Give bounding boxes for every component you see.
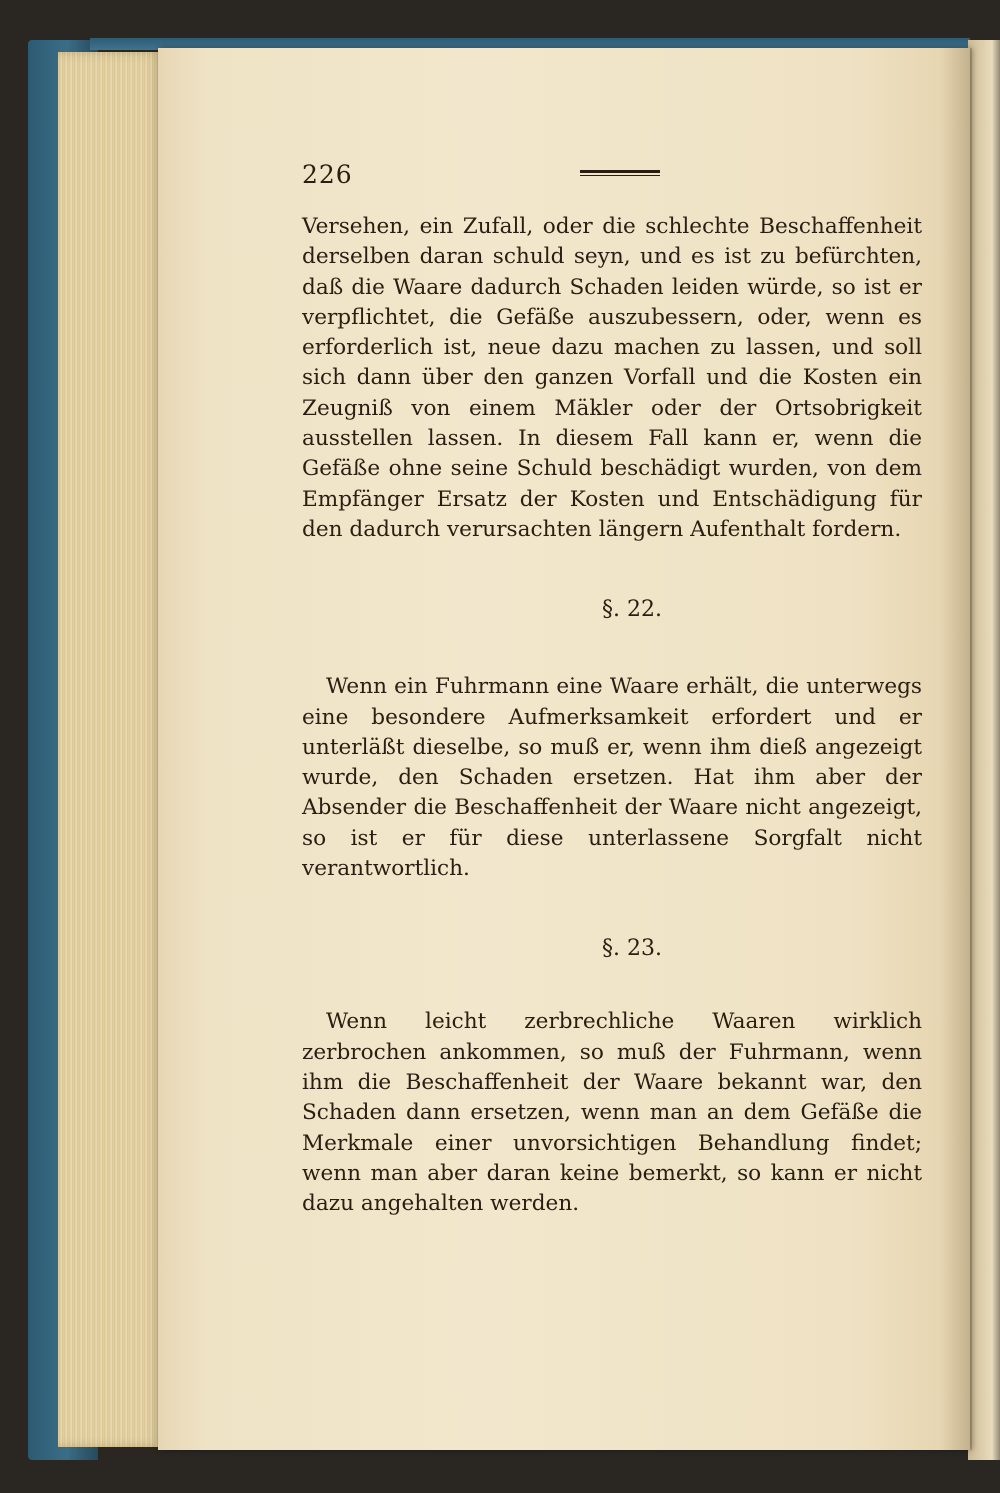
paragraph-section-22: Wenn ein Fuhrmann eine Waare erhält, die unterwegs eine besondere Aufmerksamkeit erfordert und er unterläßt dieselbe, so muß er, wenn ihm dieß angezeigt wurde, den Schaden ersetzen. Hat ihm aber der Absender die Beschaffenheit der Waare nicht angezeigt, so ist er für diese unterlassene Sorgfalt nicht verantwortlich.: [302, 674, 922, 882]
head-rule: [580, 170, 660, 176]
paragraph-section-23: Wenn leicht zerbrechliche Waaren wirklich zerbrochen ankommen, so muß der Fuhrmann, wenn ihm die Beschaffenheit der Waare bekannt war, den Schaden dann ersetzen, wenn man an dem Gefäße die Merkmale einer unvorsichtigen Behandlung findet; wenn man aber daran keine bemerkt, so kann er nicht dazu angehalten werden.: [302, 1009, 922, 1217]
page-edges: [58, 52, 162, 1447]
gutter-shadow: [940, 48, 972, 1450]
section-heading-23: §. 23.: [602, 936, 662, 962]
paragraph-continuation: Versehen, ein Zufall, oder die schlechte Beschaffenheit derselben daran schuld seyn, und es ist zu befürchten, daß die Waare dadurch Schaden leiden würde, so ist er verpflichtet, die Gefäße auszubessern, oder, wenn es erforderlich ist, neue dazu machen zu lassen, und soll sich dann über den ganzen Vorfall und die Kosten ein Zeugniß von einem Mäkler oder der Ortsobrigkeit ausstellen lassen. In diesem Fall kann er, wenn die Gefäße ohne seine Schuld beschädigt wurden, von dem Empfänger Ersatz der Kosten und Entschädigung für den dadurch verursachten längern Aufenthalt fordern.: [302, 214, 922, 542]
section-heading-22: §. 22.: [602, 597, 662, 623]
facing-page-edge: [968, 40, 1000, 1460]
page-number: 226: [302, 160, 353, 189]
running-head: [302, 160, 922, 200]
page-text: [302, 160, 922, 1219]
